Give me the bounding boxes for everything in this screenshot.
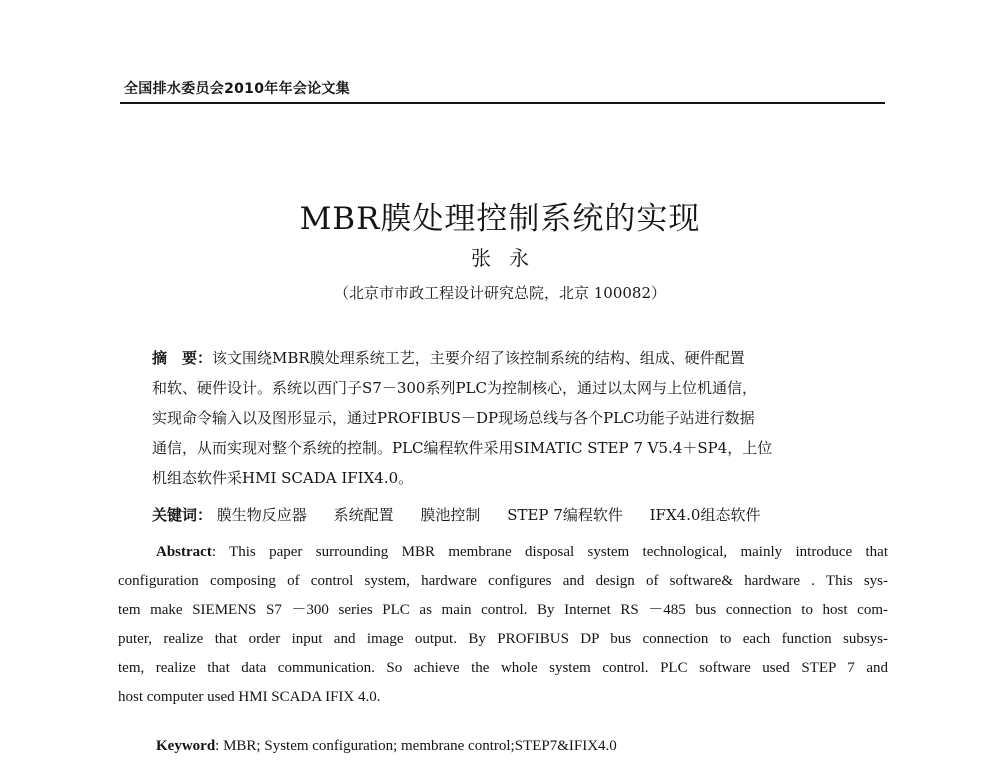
abstract-cn-line: 通信，从而实现对整个系统的控制。PLC编程软件采用SIMATIC STEP 7 V5.4＋SP4，上位 bbox=[152, 439, 773, 457]
abstract-english bbox=[118, 538, 888, 712]
abstract-en-line bbox=[118, 538, 888, 567]
abstract-cn-label: 摘 要： bbox=[152, 349, 213, 367]
keywords-en-label: Keyword bbox=[156, 738, 216, 754]
abstract-en-line: tem make SIEMENS S7 －300 series PLC as main control. By Internet RS －485 bus connection to host com- bbox=[118, 602, 888, 618]
abstract-cn-line bbox=[152, 343, 864, 373]
abstract-cn-line: 和软、硬件设计。系统以西门子S7－300系列PLC为控制核心，通过以太网与上位机通信， bbox=[152, 379, 757, 397]
header-rule bbox=[120, 102, 885, 104]
author-affiliation: （北京市市政工程设计研究总院，北京 100082） bbox=[333, 284, 667, 302]
paper-title: MBR膜处理控制系统的实现 bbox=[299, 200, 701, 237]
abstract-en-line: puter, realize that order input and image output. By PROFIBUS DP bus connection to each function subsys- bbox=[118, 631, 888, 647]
abstract-en-text: : This paper surrounding MBR membrane disposal system technological, mainly introduce that bbox=[211, 544, 888, 560]
abstract-en-line: tem, realize that data communication. So achieve the whole system control. PLC software used STEP 7 and bbox=[118, 660, 888, 676]
abstract-cn-line: 机组态软件采HMI SCADA IFIX4.0。 bbox=[152, 469, 414, 487]
author-name: 张永 bbox=[471, 246, 547, 270]
keywords-english bbox=[156, 738, 617, 755]
keywords-chinese bbox=[152, 504, 872, 525]
abstract-en-line: host computer used HMI SCADA IFIX 4.0. bbox=[118, 689, 381, 705]
keyword-item: 膜池控制 bbox=[420, 506, 481, 524]
keywords-cn-label: 关键词： bbox=[152, 506, 213, 524]
abstract-chinese bbox=[152, 343, 864, 493]
keyword-item: STEP 7编程软件 bbox=[507, 506, 623, 524]
abstract-cn-text: 该文围绕MBR膜处理系统工艺，主要介绍了该控制系统的结构、组成、硬件配置 bbox=[212, 349, 745, 367]
abstract-en-label: Abstract bbox=[156, 544, 212, 560]
keyword-item: 膜生物反应器 bbox=[216, 506, 307, 524]
running-header: 全国排水委员会2010年年会论文集 bbox=[124, 81, 351, 97]
keyword-item: 系统配置 bbox=[333, 506, 394, 524]
keyword-item: IFX4.0组态软件 bbox=[649, 506, 761, 524]
keywords-en-text: : MBR; System configuration; membrane control;STEP7&IFIX4.0 bbox=[215, 738, 617, 754]
abstract-cn-line: 实现命令输入以及图形显示，通过PROFIBUS－DP现场总线与各个PLC功能子站进行数据 bbox=[152, 409, 755, 427]
abstract-en-line: configuration composing of control system, hardware configures and design of software& hardware . This sys- bbox=[118, 573, 888, 589]
